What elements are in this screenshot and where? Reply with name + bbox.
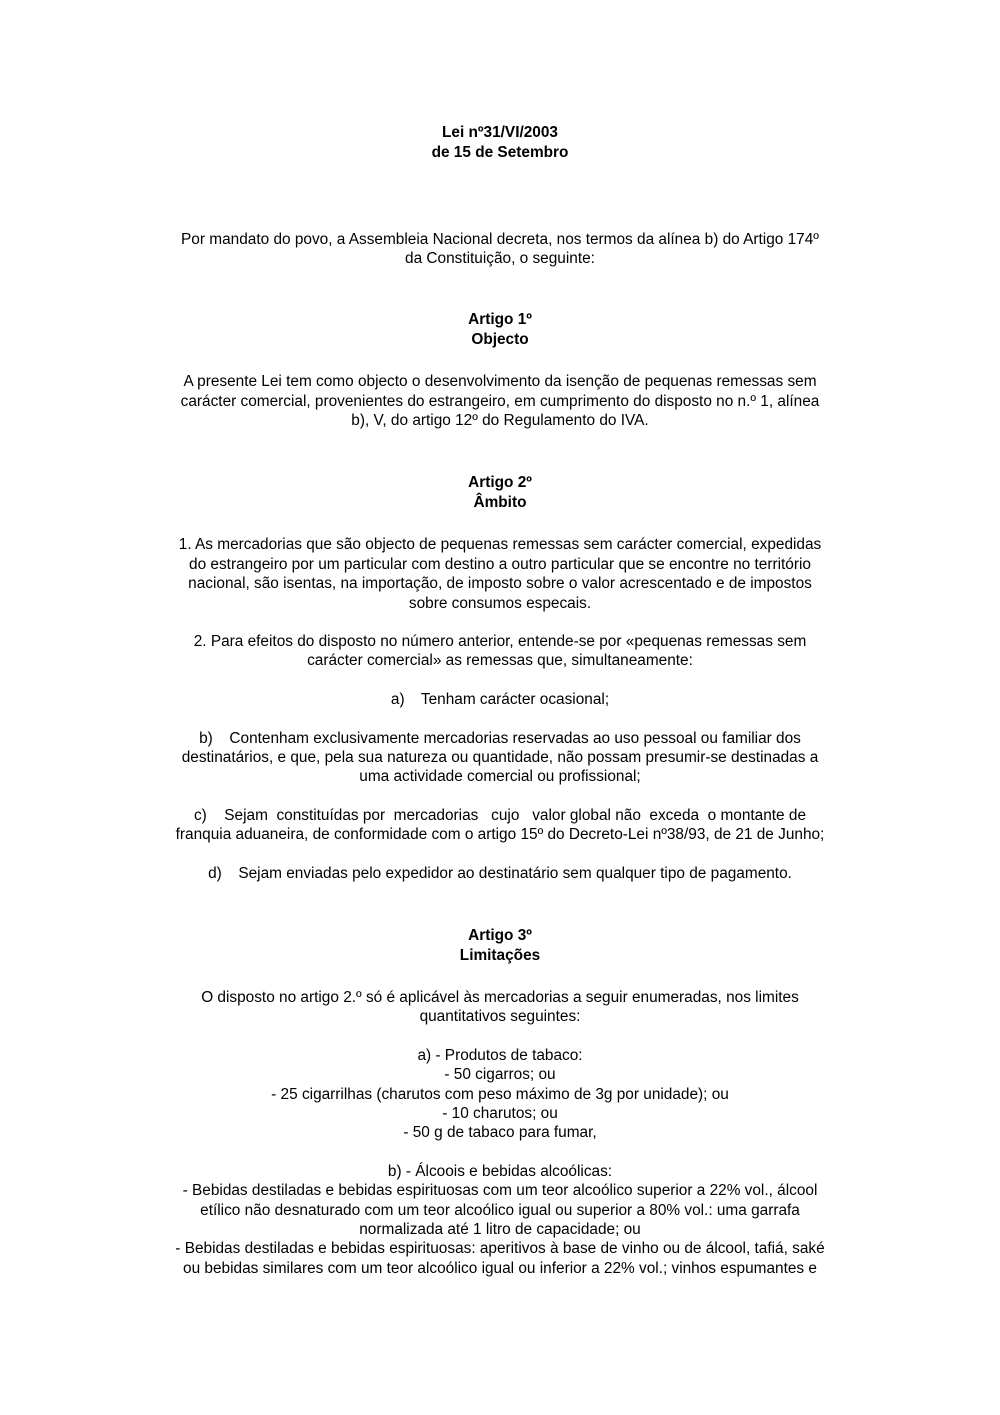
artigo-1-text-line: A presente Lei tem como objecto o desenvolvimento da isenção de pequenas remessas sem (183, 373, 817, 390)
artigo-2-para2-line: 2. Para efeitos do disposto no número anterior, entende-se por «pequenas remessas sem (193, 633, 807, 650)
tabaco-line: - 25 cigarrilhas (charutos com peso máximo de 3g por unidade); ou (271, 1086, 729, 1103)
artigo-3-intro-line: quantitativos seguintes: (419, 1008, 581, 1025)
alcool-line: ou bebidas similares com um teor alcoólico igual ou inferior a 22% vol.; vinhos espumantes e (183, 1260, 817, 1277)
alcool-line: b) - Álcoois e bebidas alcoólicas: (387, 1163, 613, 1180)
artigo-1-heading: Objecto (471, 331, 529, 348)
law-date: de 15 de Setembro (431, 144, 569, 161)
alcool-line: - Bebidas destiladas e bebidas espirituosas: aperitivos à base de vinho ou de álcool, tafiá, saké (175, 1240, 825, 1257)
list-item-label: c) (193, 807, 207, 824)
artigo-3-intro-line: O disposto no artigo 2.º só é aplicável às mercadorias a seguir enumeradas, nos limites (201, 989, 799, 1006)
tabaco-line: - 50 cigarros; ou (444, 1066, 556, 1083)
artigo-2-para1-line: nacional, são isentas, na importação, de imposto sobre o valor acrescentado e de impostos (188, 575, 812, 592)
tabaco-line: a) - Produtos de tabaco: (417, 1047, 583, 1064)
artigo-1-text-line: b), V, do artigo 12º do Regulamento do IVA. (351, 412, 649, 429)
list-item-d (140, 864, 860, 884)
list-item-b-line: uma actividade comercial ou profissional; (359, 768, 641, 785)
alcool-line: etílico não desnaturado com um teor alcoólico igual ou superior a 80% vol.: uma garrafa (200, 1202, 800, 1219)
artigo-1-text-line: carácter comercial, provenientes do estrangeiro, em cumprimento do disposto no n.º 1, alínea (180, 393, 820, 410)
artigo-3-number: Artigo 3º (468, 927, 532, 944)
list-item-c (140, 806, 860, 826)
artigo-2-para1-line: sobre consumos especais. (408, 595, 592, 612)
artigo-2-para2-line: carácter comercial» as remessas que, simultaneamente: (307, 652, 693, 669)
artigo-2-para1-line: 1. As mercadorias que são objecto de pequenas remessas sem carácter comercial, expedidas (178, 536, 822, 553)
law-title: Lei nº31/VI/2003 (442, 124, 558, 141)
alcool-line: - Bebidas destiladas e bebidas espirituosas com um teor alcoólico superior a 22% vol., álcool (182, 1182, 818, 1199)
list-item-a (140, 690, 860, 710)
list-item-text: Sejam enviadas pelo expedidor ao destinatário sem qualquer tipo de pagamento. (238, 865, 792, 882)
artigo-2-heading: Âmbito (473, 494, 527, 511)
tabaco-line: - 10 charutos; ou (442, 1105, 558, 1122)
list-item-label: d) (208, 865, 222, 882)
artigo-2-para1-line: do estrangeiro por um particular com destino a outro particular que se encontre no território (189, 556, 811, 573)
tabaco-line: - 50 g de tabaco para fumar, (403, 1124, 597, 1141)
list-item-text: Sejam constituídas por mercadorias cujo valor global não exceda o montante de (224, 807, 807, 824)
list-item-label: a) (390, 691, 405, 708)
artigo-1-number: Artigo 1º (468, 311, 532, 328)
preamble-line: da Constituição, o seguinte: (405, 250, 595, 267)
list-item-text: Contenham exclusivamente mercadorias reservadas ao uso pessoal ou familiar dos (229, 730, 801, 747)
list-item-text: Tenham carácter ocasional; (420, 691, 610, 708)
list-item-b-line: destinatários, e que, pela sua natureza ou quantidade, não possam presumir-se destinadas a (181, 749, 819, 766)
list-item-c-line: franquia aduaneira, de conformidade com o artigo 15º do Decreto-Lei nº38/93, de 21 de Junho; (175, 826, 825, 843)
artigo-2-number: Artigo 2º (468, 474, 532, 491)
preamble-line: Por mandato do povo, a Assembleia Nacional decreta, nos termos da alínea b) do Artigo 174º (181, 231, 819, 248)
alcool-line: normalizada até 1 litro de capacidade; ou (359, 1221, 641, 1238)
list-item-label: b) (199, 730, 213, 747)
list-item-b (140, 729, 860, 749)
artigo-3-heading: Limitações (459, 947, 541, 964)
